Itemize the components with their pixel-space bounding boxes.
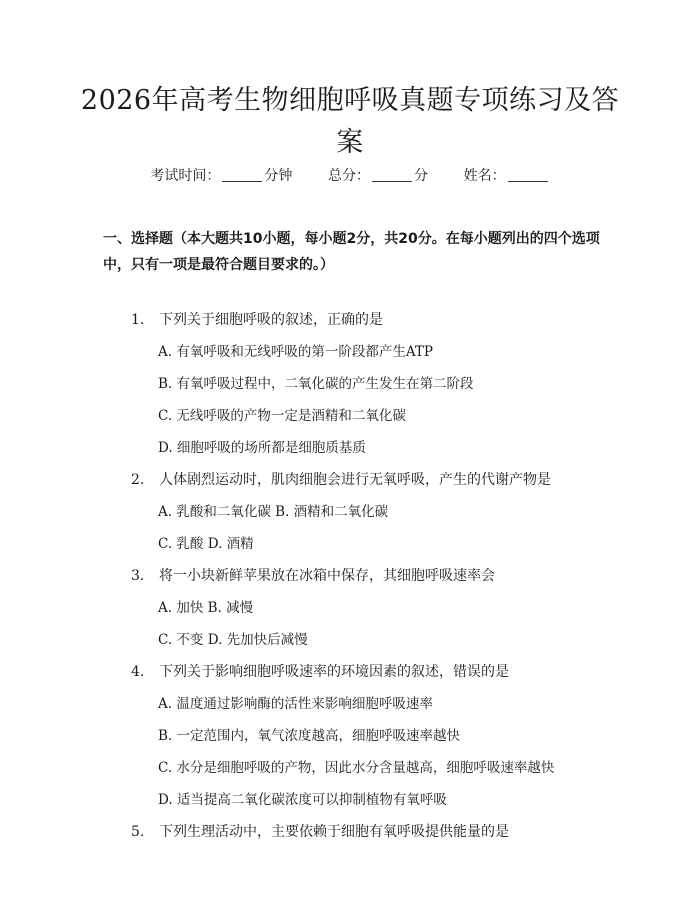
- question-text: 下列生理活动中，主要依赖于细胞有氧呼吸提供能量的是: [159, 824, 509, 840]
- question-2: [131, 470, 551, 490]
- section-heading: 一、选择题（本大题共10小题，每小题2分，共20分。在每小题列出的四个选项中，只有一项是最符合题目要求的。）: [103, 231, 600, 273]
- question-number: 1.: [131, 312, 145, 328]
- student-name-label: 姓名：: [463, 168, 506, 184]
- q1-option-c: C. 无线呼吸的产物一定是酒精和二氧化碳: [158, 408, 406, 424]
- q4-option-a: A. 温度通过影响酶的活性来影响细胞呼吸速率: [158, 696, 433, 712]
- question-text: 下列关于细胞呼吸的叙述，正确的是: [159, 312, 383, 328]
- exam-time-unit: 分钟: [264, 168, 293, 184]
- q4-option-d: D. 适当提高二氧化碳浓度可以抑制植物有氧呼吸: [158, 792, 447, 808]
- exam-info: [0, 166, 700, 186]
- q1-option-d: D. 细胞呼吸的场所都是细胞质基质: [158, 440, 366, 456]
- question-number: 5.: [131, 824, 145, 840]
- q1-option-b: B. 有氧呼吸过程中，二氧化碳的产生发生在第二阶段: [158, 376, 474, 392]
- question-number: 2.: [131, 472, 145, 488]
- exam-time-label: 考试时间：: [150, 168, 221, 184]
- question-5: [131, 822, 509, 842]
- exam-time-blank: [222, 167, 262, 182]
- question-3: [131, 566, 495, 586]
- question-4: [131, 662, 509, 682]
- q2-options-cd: C. 乳酸 D. 酒精: [158, 536, 254, 552]
- total-score-unit: 分: [414, 168, 428, 184]
- q3-options-ab: A. 加快 B. 减慢: [158, 600, 254, 616]
- total-score-label: 总分：: [328, 168, 370, 184]
- question-text: 人体剧烈运动时，肌肉细胞会进行无氧呼吸，产生的代谢产物是: [159, 472, 551, 488]
- question-text: 下列关于影响细胞呼吸速率的环境因素的叙述，错误的是: [159, 664, 509, 680]
- question-1: [131, 310, 383, 330]
- student-name-blank: [508, 167, 548, 182]
- q3-options-cd: C. 不变 D. 先加快后减慢: [158, 632, 308, 648]
- q1-option-a: A. 有氧呼吸和无线呼吸的第一阶段都产生ATP: [158, 344, 433, 360]
- total-score-blank: [372, 167, 412, 182]
- q2-options-ab: A. 乳酸和二氧化碳 B. 酒精和二氧化碳: [158, 504, 389, 520]
- q4-option-b: B. 一定范围内，氧气浓度越高，细胞呼吸速率越快: [158, 728, 461, 744]
- document-title: 2026年高考生物细胞呼吸真题专项练习及答案: [80, 85, 620, 158]
- question-text: 将一小块新鲜苹果放在冰箱中保存，其细胞呼吸速率会: [159, 568, 495, 584]
- question-number: 3.: [131, 568, 145, 584]
- question-number: 4.: [131, 664, 145, 680]
- q4-option-c: C. 水分是细胞呼吸的产物，因此水分含量越高，细胞呼吸速率越快: [158, 760, 555, 776]
